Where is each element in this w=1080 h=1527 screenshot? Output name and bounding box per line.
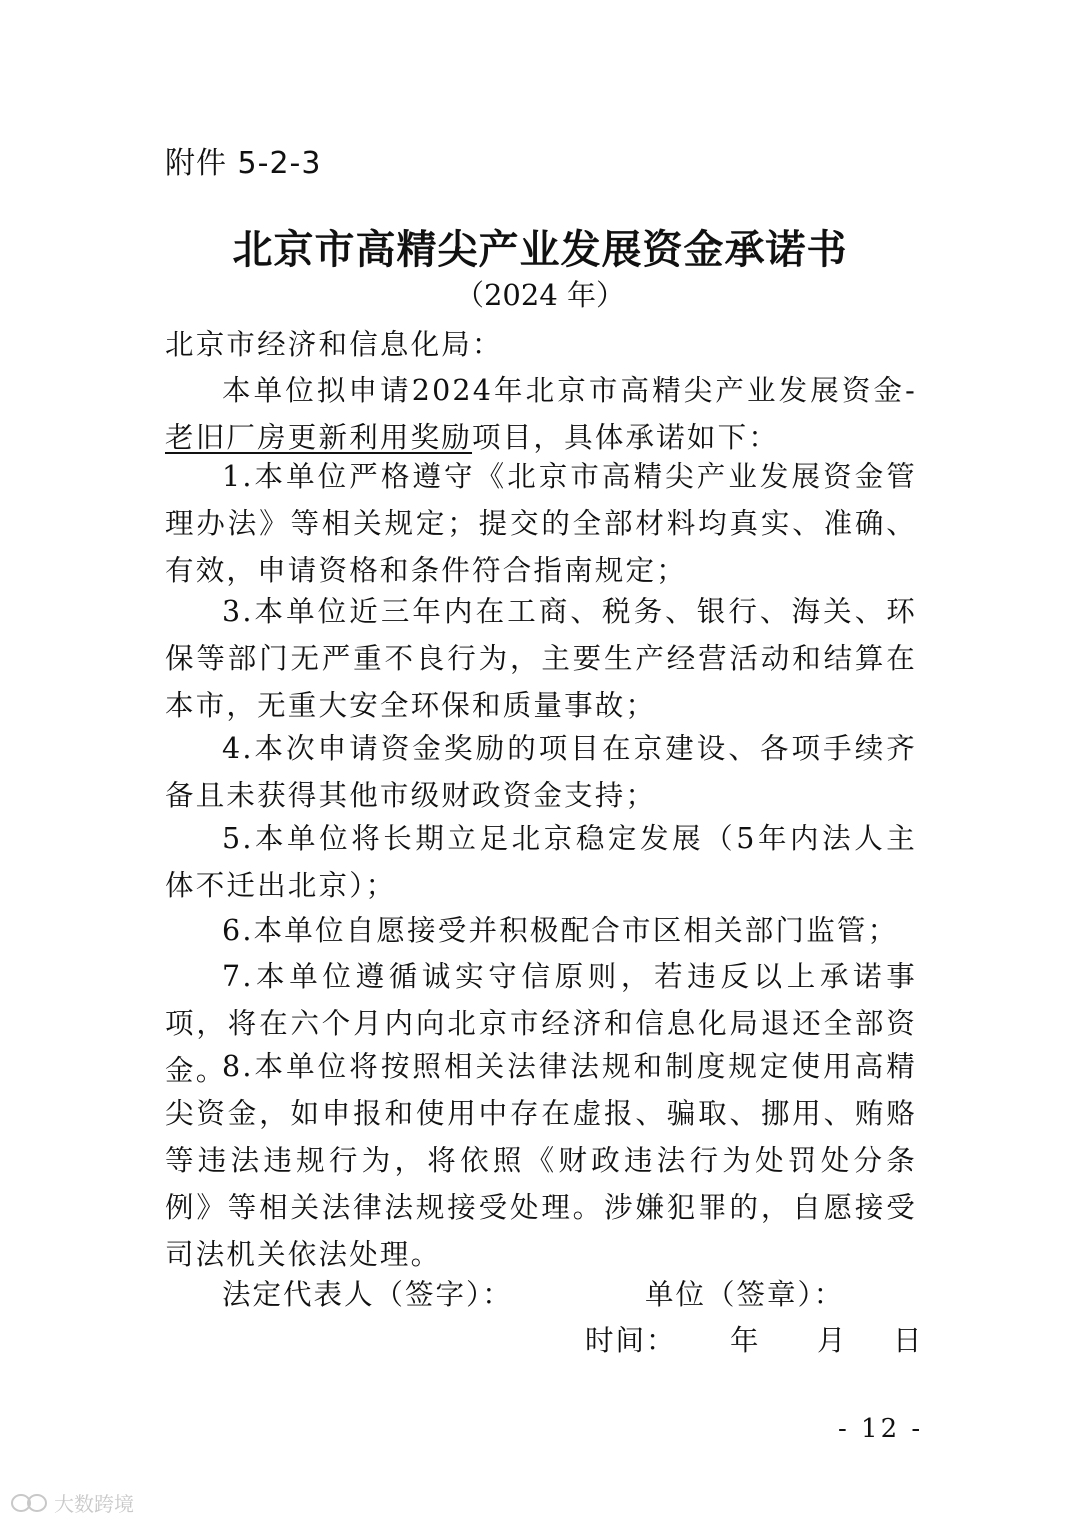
attachment-label: 附件 5-2-3: [165, 146, 322, 181]
date-year: 年: [730, 1324, 759, 1357]
intro-text-after: 项目，具体承诺如下：: [472, 421, 780, 454]
date-label: 时间：: [585, 1324, 677, 1357]
commitment-item-1: 1.本单位严格遵守《北京市高精尖产业发展资金管理办法》等相关规定；提交的全部材料均真实、准确、有效，申请资格和条件符合指南规定；: [165, 460, 917, 587]
intro-paragraph: [165, 367, 917, 461]
watermark: [10, 1488, 134, 1517]
date-day: 日: [893, 1324, 922, 1357]
legal-representative-signature: 法定代表人（签字）：: [222, 1278, 513, 1311]
commitment-item-6: 6.本单位自愿接受并积极配合市区相关部门监管；: [222, 914, 899, 947]
document-title: 北京市高精尖产业发展资金承诺书: [232, 227, 848, 273]
page-number: - 12 -: [838, 1414, 924, 1444]
addressee: 北京市经济和信息化局：: [165, 328, 503, 361]
commitment-item-8: 8.本单位将按照相关法律法规和制度规定使用高精尖资金，如申报和使用中存在虚报、骗取、挪用、贿赂等违法违规行为，将依照《财政违法行为处罚处分条例》等相关法律法规接受处理。涉嫌犯罪的，自愿接受司法机关依法处理。: [165, 1050, 917, 1271]
intro-text-before: 本单位拟申请2024年北京市高精尖产业发展资金-: [222, 374, 917, 407]
date-month: 月: [817, 1324, 846, 1357]
commitment-item-3: 3.本单位近三年内在工商、税务、银行、海关、环保等部门无严重不良行为，主要生产经营活动和结算在本市，无重大安全环保和质量事故；: [165, 595, 917, 722]
unit-seal: 单位（签章）：: [645, 1278, 845, 1311]
commitment-item-7: 7.本单位遵循诚实守信原则，若违反以上承诺事项，将在六个月内向北京市经济和信息化局退还全部资金。: [165, 960, 917, 1087]
brand-logo-icon: [10, 1492, 50, 1514]
document-year: （2024 年）: [454, 278, 626, 312]
project-name: 老旧厂房更新利用奖励: [165, 421, 473, 454]
commitment-item-4: 4.本次申请资金奖励的项目在京建设、各项手续齐备且未获得其他市级财政资金支持；: [165, 732, 917, 812]
watermark-text: 大数跨境: [54, 1492, 134, 1516]
commitment-item-5: 5.本单位将长期立足北京稳定发展（5年内法人主体不迁出北京）；: [165, 822, 917, 902]
